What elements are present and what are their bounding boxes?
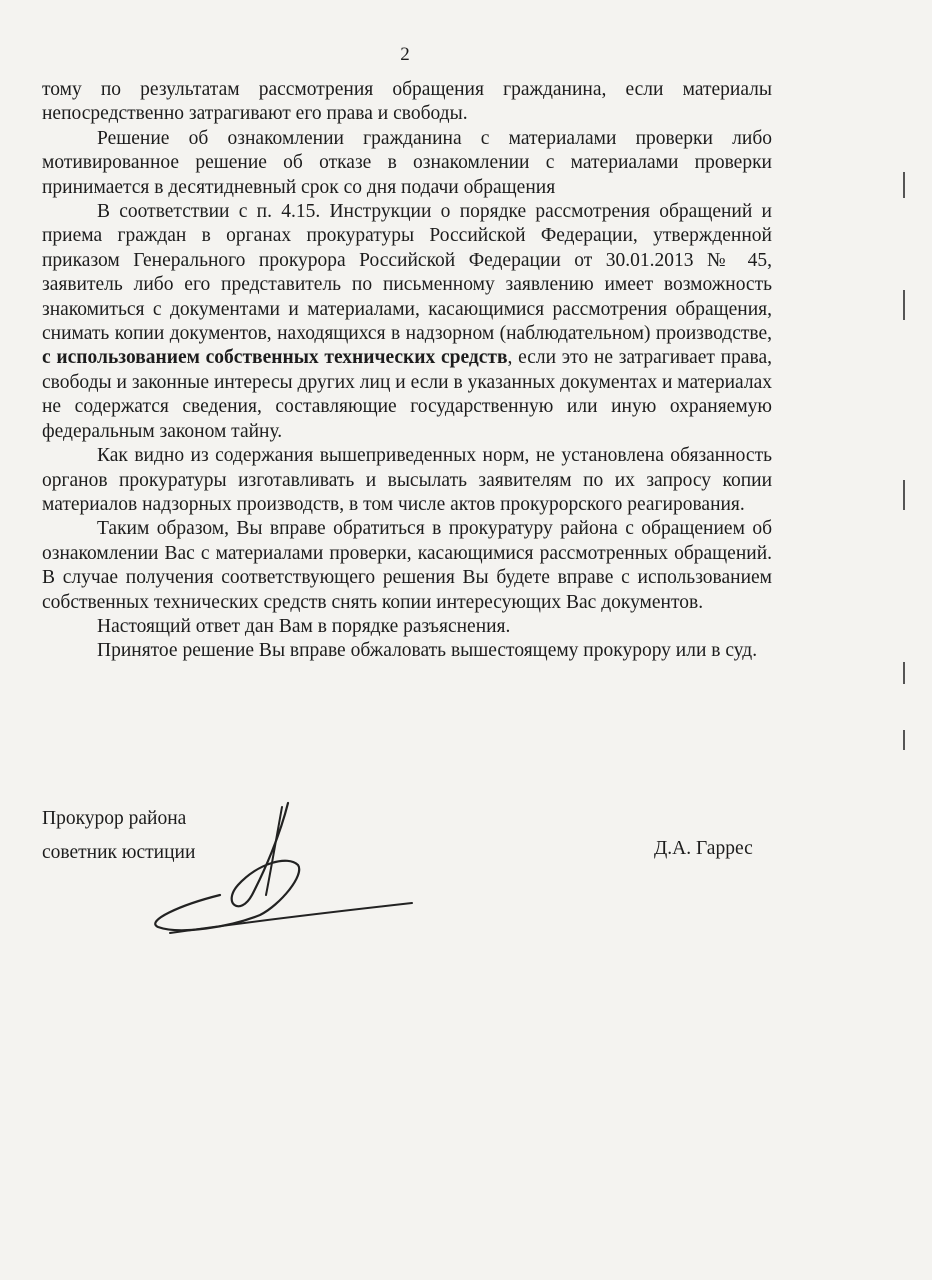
paragraph-3-bold-phrase: с использованием собственных технических средств [42, 347, 508, 369]
position-line-2: советник юстиции [42, 842, 196, 863]
paragraph-4: Как видно из содержания вышеприведенных норм, не установлена обязанность органов прокуратуры изготавливать и высылать заявителям по их запросу копии материалов надзорных производств, в том числе актов прокурорского реагирования. [42, 445, 772, 515]
paragraph-2: Решение об ознакомлении гражданина с материалами проверки либо мотивированное решение об отказе в ознакомлении с материалами проверки принимается в десятидневный срок со дня подачи обращения [42, 127, 772, 198]
paragraph-7: Принятое решение Вы вправе обжаловать вышестоящему прокурору или в суд. [97, 640, 758, 662]
scan-artifact [903, 172, 905, 198]
scan-artifact [903, 662, 905, 684]
paragraph-1: тому по результатам рассмотрения обращения гражданина, если материалы непосредственно затрагивают его права и свободы. [42, 79, 772, 125]
signatory-name: Д.А. Гаррес [654, 838, 753, 859]
paragraph-3-text-before: В соответствии с п. 4.15. Инструкции о порядке рассмотрения обращений и приема граждан в органах прокуратуры Российской Федерации, утвержденной приказом Генерального прокурора Российской Федерации от 30.01.2013 № 45, заявитель либо его представитель по письменному заявлению имеет возможность знакомиться с документами и материалами, касающимися рассмотрения обращения, снимать копии документов, находящихся в надзорном (наблюдательном) производстве, [42, 201, 772, 345]
page-number: 2 [400, 44, 410, 65]
paragraph-3 [42, 200, 772, 444]
position-line-1: Прокурор района [42, 808, 187, 829]
handwritten-signature [140, 795, 430, 945]
paragraph-5: Таким образом, Вы вправе обратиться в прокуратуру района с обращением об ознакомлении Вас с материалами проверки, касающимися рассмотренных обращений. В случае получения соответствующего решения Вы будете вправе с использованием собственных технических средств снять копии интересующих Вас документов. [42, 518, 772, 613]
paragraph-6: Настоящий ответ дан Вам в порядке разъяснения. [97, 615, 511, 637]
letter-body [42, 78, 772, 664]
scan-artifact [903, 480, 905, 510]
paragraph-3-text-after: , если это не затрагивает права, свободы и законные интересы других лиц и если в указанных документах и материалах не содержатся сведения, составляющие государственную или иную охраняемую федеральным законом тайну. [42, 347, 773, 442]
scan-artifact [903, 290, 905, 320]
scan-artifact [903, 730, 905, 750]
